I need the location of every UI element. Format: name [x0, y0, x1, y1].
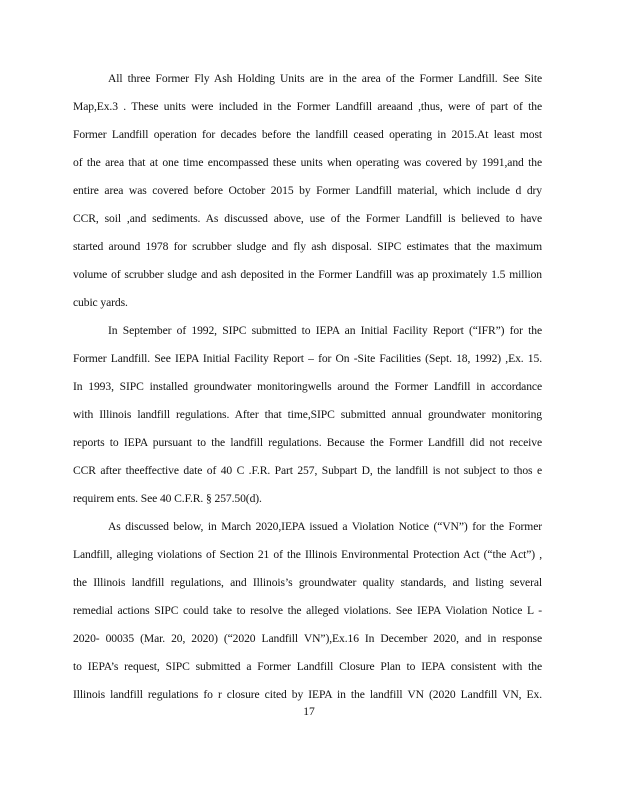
page-number: 17: [303, 705, 315, 718]
text-line: started around 1978 for scrubber sludge and fly ash disposal. SIPC estimates that the maximum: [73, 240, 542, 253]
text-line: with Illinois landfill regulations. After that time,SIPC submitted annual groundwater monitoring: [73, 408, 542, 421]
text-line: CCR after theeffective date of 40 C .F.R. Part 257, Subpart D, the landfill is not subject to thos e: [73, 464, 542, 477]
text-line: Former Landfill. See IEPA Initial Facility Report – for On -Site Facilities (Sept. 18, 1992) ,Ex. 15.: [73, 352, 542, 365]
text-line: Former Landfill operation for decades before the landfill ceased operating in 2015.At least most: [73, 128, 542, 141]
text-line: CCR, soil ,and sediments. As discussed above, use of the Former Landfill is believed to have: [73, 212, 542, 225]
text-line: In September of 1992, SIPC submitted to IEPA an Initial Facility Report (“IFR”) for the: [108, 324, 542, 337]
text-line: the Illinois landfill regulations, and Illinois’s groundwater quality standards, and listing several: [73, 576, 542, 589]
text-line: entire area was covered before October 2015 by Former Landfill material, which include d dry: [73, 184, 542, 197]
text-line: reports to IEPA pursuant to the landfill regulations. Because the Former Landfill did not receive: [73, 436, 542, 449]
text-line: Illinois landfill regulations fo r closure cited by IEPA in the landfill VN (2020 Landfill VN, Ex.: [73, 688, 542, 701]
text-line: Landfill, alleging violations of Section 21 of the Illinois Environmental Protection Act (“the Act”) ,: [73, 548, 542, 561]
text-line: of the area that at one time encompassed these units when operating was covered by 1991,and the: [73, 156, 542, 169]
text-line: As discussed below, in March 2020,IEPA issued a Violation Notice (“VN”) for the Former: [108, 520, 542, 533]
text-line: In 1993, SIPC installed groundwater monitoringwells around the Former Landfill in accordance: [73, 380, 542, 393]
text-line: requirem ents. See 40 C.F.R. § 257.50(d).: [73, 492, 262, 505]
text-line: to IEPA’s request, SIPC submitted a Former Landfill Closure Plan to IEPA consistent with the: [73, 660, 542, 673]
text-line: remedial actions SIPC could take to resolve the alleged violations. See IEPA Violation Notice L -: [73, 604, 542, 617]
text-line: cubic yards.: [73, 296, 128, 309]
text-line: Map,Ex.3 . These units were included in the Former Landfill areaand ,thus, were of part of the: [73, 100, 542, 113]
text-line: 2020- 00035 (Mar. 20, 2020) (“2020 Landfill VN”),Ex.16 In December 2020, and in response: [73, 632, 542, 645]
text-line: All three Former Fly Ash Holding Units are in the area of the Former Landfill. See Site: [108, 72, 542, 85]
text-line: volume of scrubber sludge and ash deposited in the Former Landfill was ap proximately 1.5 million: [73, 268, 542, 281]
